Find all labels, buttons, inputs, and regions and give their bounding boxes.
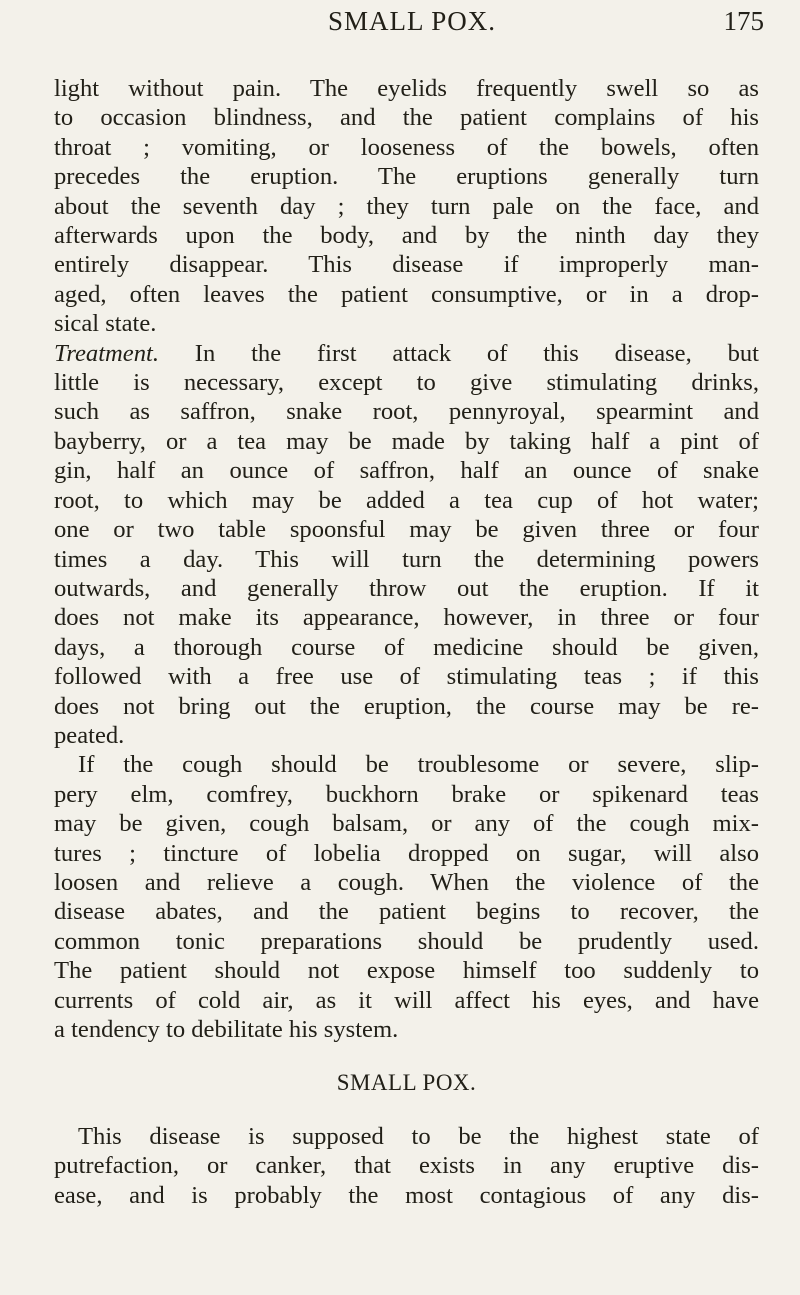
text-line: The patient should not expose himself too suddenly to — [54, 957, 759, 985]
text-line: does not bring out the eruption, the course may be re- — [54, 692, 759, 720]
text-line: a tendency to debilitate his system. — [54, 1016, 399, 1043]
text-line: entirely disappear. This disease if improperly man- — [54, 251, 759, 279]
text-line: disease abates, and the patient begins to recover, the — [54, 898, 759, 926]
text-line: putrefaction, or canker, that exists in any eruptive dis- — [54, 1152, 759, 1180]
text-line: one or two table spoonsful may be given three or four — [54, 516, 759, 544]
text-line: such as saffron, snake root, pennyroyal, spearmint and — [54, 398, 759, 426]
text-line: days, a thorough course of medicine should be given, — [54, 633, 759, 661]
text-line: ease, and is probably the most contagious of any dis- — [54, 1181, 759, 1209]
text-line: to occasion blindness, and the patient complains of his — [54, 104, 759, 132]
text-line: times a day. This will turn the determining powers — [54, 545, 759, 573]
treatment-lead: Treatment. — [54, 339, 159, 367]
text-line: tures ; tincture of lobelia dropped on sugar, will also — [54, 839, 759, 867]
text-line: little is necessary, except to give stimulating drinks, — [54, 369, 759, 397]
text-line: light without pain. The eyelids frequently swell so as — [54, 75, 759, 102]
page-number: 175 — [723, 6, 764, 36]
treatment-first-line: In the first attack of this disease, but — [158, 339, 759, 367]
running-title: SMALL POX. — [327, 6, 497, 36]
text-line: throat ; vomiting, or looseness of the bowels, often — [54, 133, 759, 161]
text-line: This disease is supposed to be the highest state of — [78, 1122, 759, 1150]
text-line: aged, often leaves the patient consumptive, or in a drop- — [54, 280, 759, 308]
page-header — [54, 6, 770, 52]
paragraph-symptoms — [54, 74, 759, 339]
text-line: precedes the eruption. The eruptions generally turn — [54, 163, 759, 191]
text-line: may be given, cough balsam, or any of the cough mix- — [54, 810, 759, 838]
text-line: about the seventh day ; they turn pale on the face, and — [54, 192, 759, 220]
text-line: sical state. — [54, 310, 157, 338]
text-line: afterwards upon the body, and by the ninth day they — [54, 222, 759, 250]
text-line: bayberry, or a tea may be made by taking half a pint of — [54, 427, 759, 455]
text-line: common tonic preparations should be prudently used. — [54, 927, 759, 955]
text-line — [54, 339, 759, 368]
paragraph-cough — [54, 750, 759, 1044]
section-heading: SMALL POX. — [336, 1070, 477, 1096]
text-line: currents of cold air, as it will affect his eyes, and have — [54, 986, 759, 1014]
text-line: outwards, and generally throw out the eruption. If it — [54, 574, 759, 602]
text-line: loosen and relieve a cough. When the violence of the — [54, 868, 759, 896]
paragraph-small-pox — [54, 1122, 759, 1210]
text-line: root, to which may be added a tea cup of hot water; — [54, 486, 759, 514]
text-line: pery elm, comfrey, buckhorn brake or spikenard teas — [54, 780, 759, 808]
text-line: followed with a free use of stimulating teas ; if this — [54, 663, 759, 691]
text-line: does not make its appearance, however, in three or four — [54, 604, 759, 632]
text-line: If the cough should be troublesome or severe, slip- — [78, 751, 759, 779]
text-line: gin, half an ounce of saffron, half an ounce of snake — [54, 457, 759, 485]
page-body — [54, 74, 759, 1210]
text-line: peated. — [54, 721, 125, 749]
paragraph-treatment — [54, 339, 759, 751]
